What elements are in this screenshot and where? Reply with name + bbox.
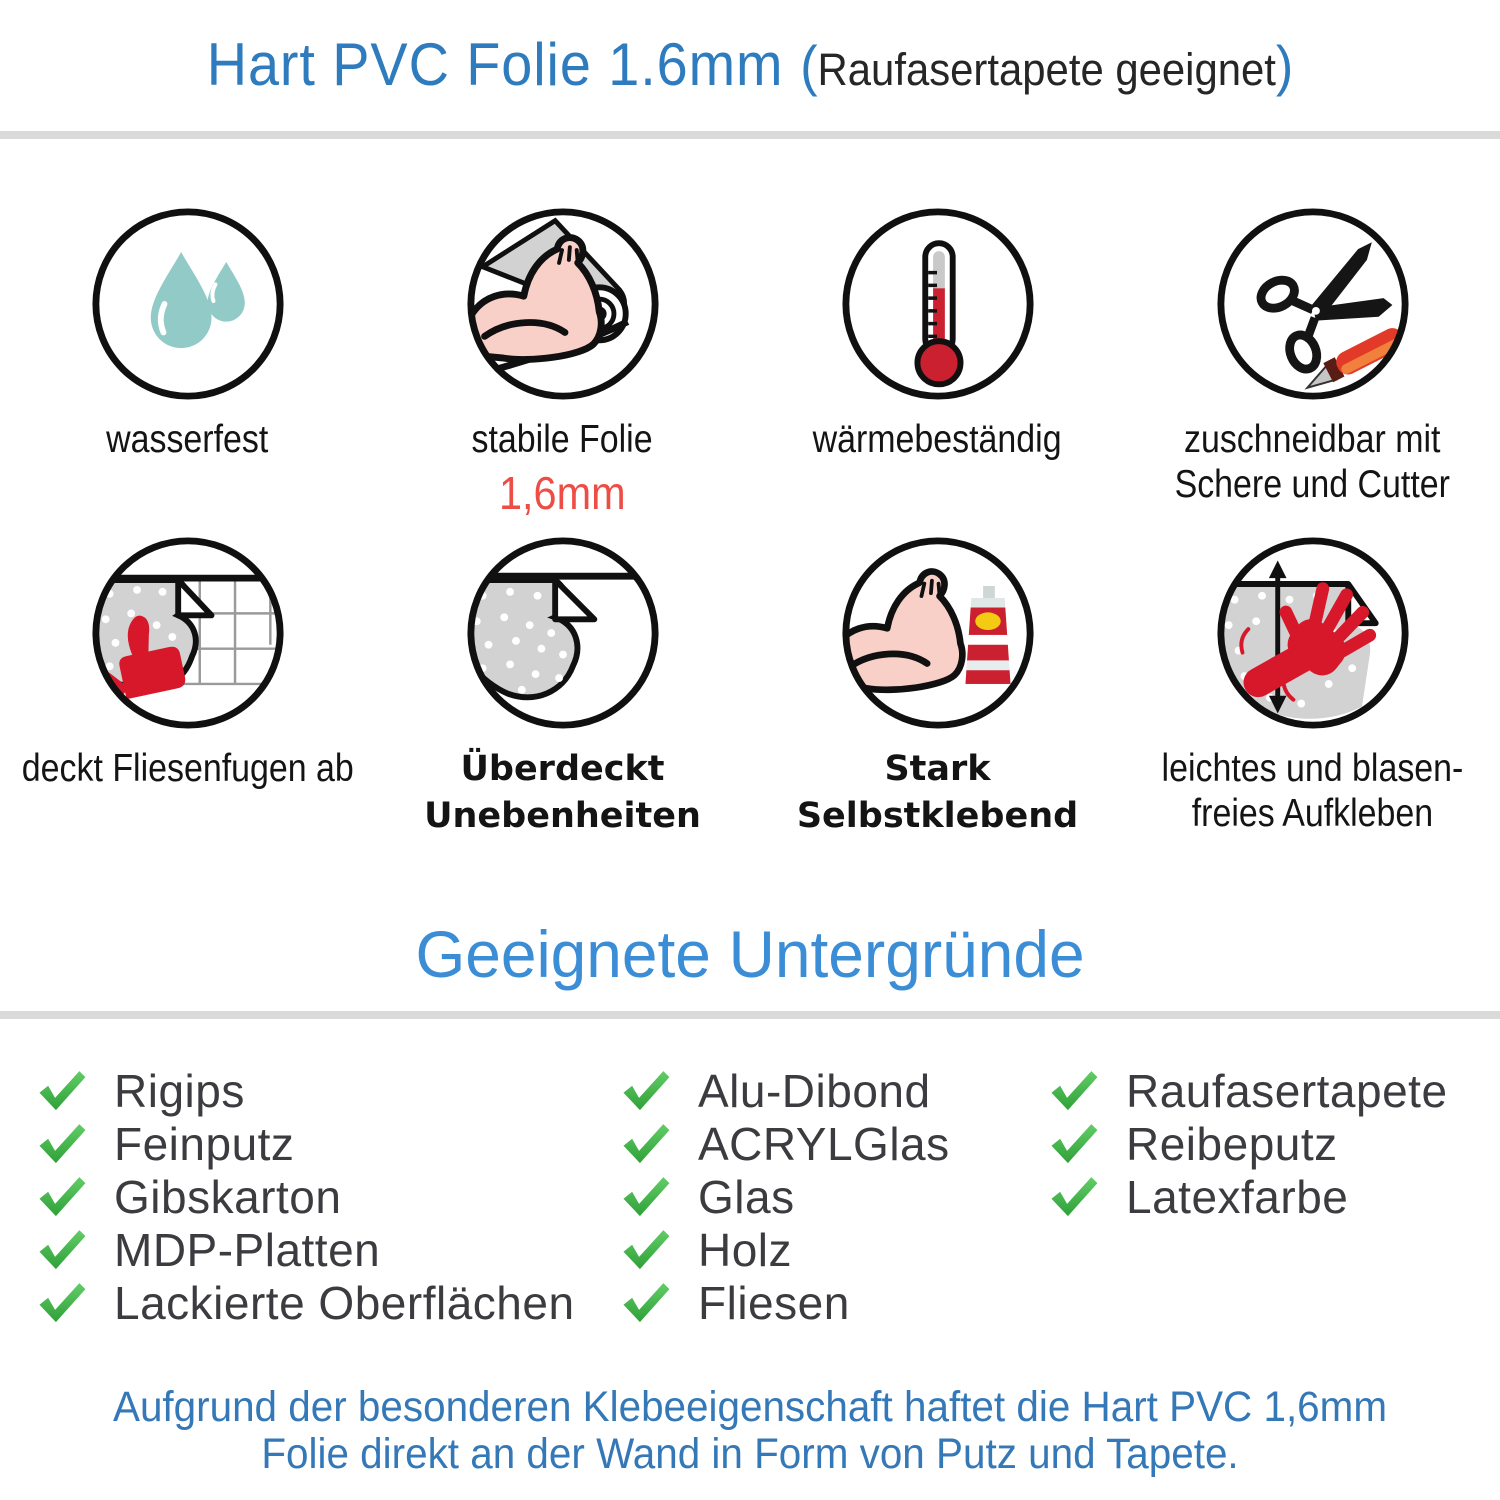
substrate-label: Glas	[698, 1170, 795, 1223]
foil-fold-icon	[465, 535, 661, 731]
hand-smoothing-icon	[1215, 535, 1411, 731]
feature-label: wasserfest	[106, 418, 269, 461]
check-icon	[36, 1069, 88, 1113]
feature-label: Stark Selbstklebend	[796, 749, 1079, 837]
substrate-label: Holz	[698, 1223, 793, 1276]
check-icon	[1048, 1122, 1100, 1166]
feature-label: deckt Fliesenfugen ab	[21, 747, 354, 790]
feature-zuschneidbar	[1125, 206, 1500, 520]
check-icon	[36, 1228, 88, 1272]
divider-middle	[0, 1011, 1500, 1019]
feature-fliesenfugen	[0, 535, 375, 841]
list-item	[36, 1223, 575, 1276]
footer-note	[45, 1384, 1455, 1479]
check-icon	[620, 1281, 672, 1325]
feature-stabile-folie	[375, 206, 750, 520]
footer-line-1: Aufgrund der besonderen Klebeeigenschaft haftet die Hart PVC 1,6mm	[112, 1383, 1387, 1431]
substrate-column-3	[1048, 1064, 1448, 1223]
thumb-tiles-icon	[90, 535, 286, 731]
feature-wasserfest	[0, 206, 375, 520]
list-item	[620, 1117, 950, 1170]
check-icon	[1048, 1069, 1100, 1113]
substrate-label: Lackierte Oberflächen	[114, 1276, 575, 1329]
check-icon	[1048, 1175, 1100, 1219]
substrate-label: Alu-Dibond	[698, 1064, 931, 1117]
thermometer-icon	[840, 206, 1036, 402]
feature-waermebestaendig	[750, 206, 1125, 520]
paren-close: )	[1275, 34, 1294, 97]
feature-label: wärmebeständig	[813, 418, 1062, 461]
list-item	[36, 1276, 575, 1329]
list-item	[36, 1170, 575, 1223]
page-title-main: Hart PVC Folie 1.6mm	[206, 31, 784, 98]
check-icon	[620, 1175, 672, 1219]
list-item	[36, 1117, 575, 1170]
list-item	[620, 1064, 950, 1117]
section-title-untergruende: Geeignete Untergründe	[415, 917, 1085, 991]
scissors-cutter-icon	[1215, 206, 1411, 402]
feature-label: zuschneidbar mit Schere und Cutter	[1174, 418, 1451, 507]
substrate-label: Rigips	[114, 1064, 245, 1117]
substrate-column-1	[36, 1064, 575, 1329]
feature-row-2	[0, 535, 1500, 841]
check-icon	[36, 1281, 88, 1325]
substrate-lists	[0, 1064, 1500, 1364]
substrate-column-2	[620, 1064, 950, 1329]
substrate-label: Fliesen	[698, 1276, 850, 1329]
list-item	[620, 1170, 950, 1223]
feature-aufkleben	[1125, 535, 1500, 841]
feature-label: leichtes und blasen- freies Aufkleben	[1161, 747, 1464, 836]
list-item	[1048, 1117, 1448, 1170]
check-icon	[36, 1122, 88, 1166]
feature-unebenheiten	[375, 535, 750, 841]
list-item	[36, 1064, 575, 1117]
footer-line-2: Folie direkt an der Wand in Form von Putz und Tapete.	[261, 1430, 1239, 1479]
check-icon	[620, 1228, 672, 1272]
strong-arm-glue-icon	[840, 535, 1036, 731]
paren-open: (	[800, 34, 818, 97]
substrate-label: Gibskarton	[114, 1170, 342, 1223]
substrate-label: Raufasertapete	[1126, 1064, 1448, 1117]
strong-arm-foil-icon	[465, 206, 661, 402]
feature-label: stabile Folie	[471, 418, 654, 461]
substrate-label: Feinputz	[114, 1117, 295, 1170]
list-item	[620, 1276, 950, 1329]
substrate-label: MDP-Platten	[114, 1223, 381, 1276]
divider-top	[0, 131, 1500, 139]
check-icon	[620, 1069, 672, 1113]
check-icon	[36, 1175, 88, 1219]
check-icon	[620, 1122, 672, 1166]
list-item	[1048, 1170, 1448, 1223]
feature-row-1	[0, 206, 1500, 520]
substrate-label: Reibeputz	[1126, 1117, 1338, 1170]
feature-label: Überdeckt Unebenheiten	[424, 749, 701, 837]
page-title	[53, 30, 1448, 99]
page-title-subtitle: Raufasertapete geeignet	[817, 44, 1276, 95]
substrate-label: Latexfarbe	[1126, 1170, 1349, 1223]
substrate-label: ACRYLGlas	[698, 1117, 950, 1170]
list-item	[620, 1223, 950, 1276]
water-drops-icon	[90, 206, 286, 402]
feature-selbstklebend	[750, 535, 1125, 841]
feature-sublabel-thickness: 1,6mm	[499, 467, 626, 520]
list-item	[1048, 1064, 1448, 1117]
